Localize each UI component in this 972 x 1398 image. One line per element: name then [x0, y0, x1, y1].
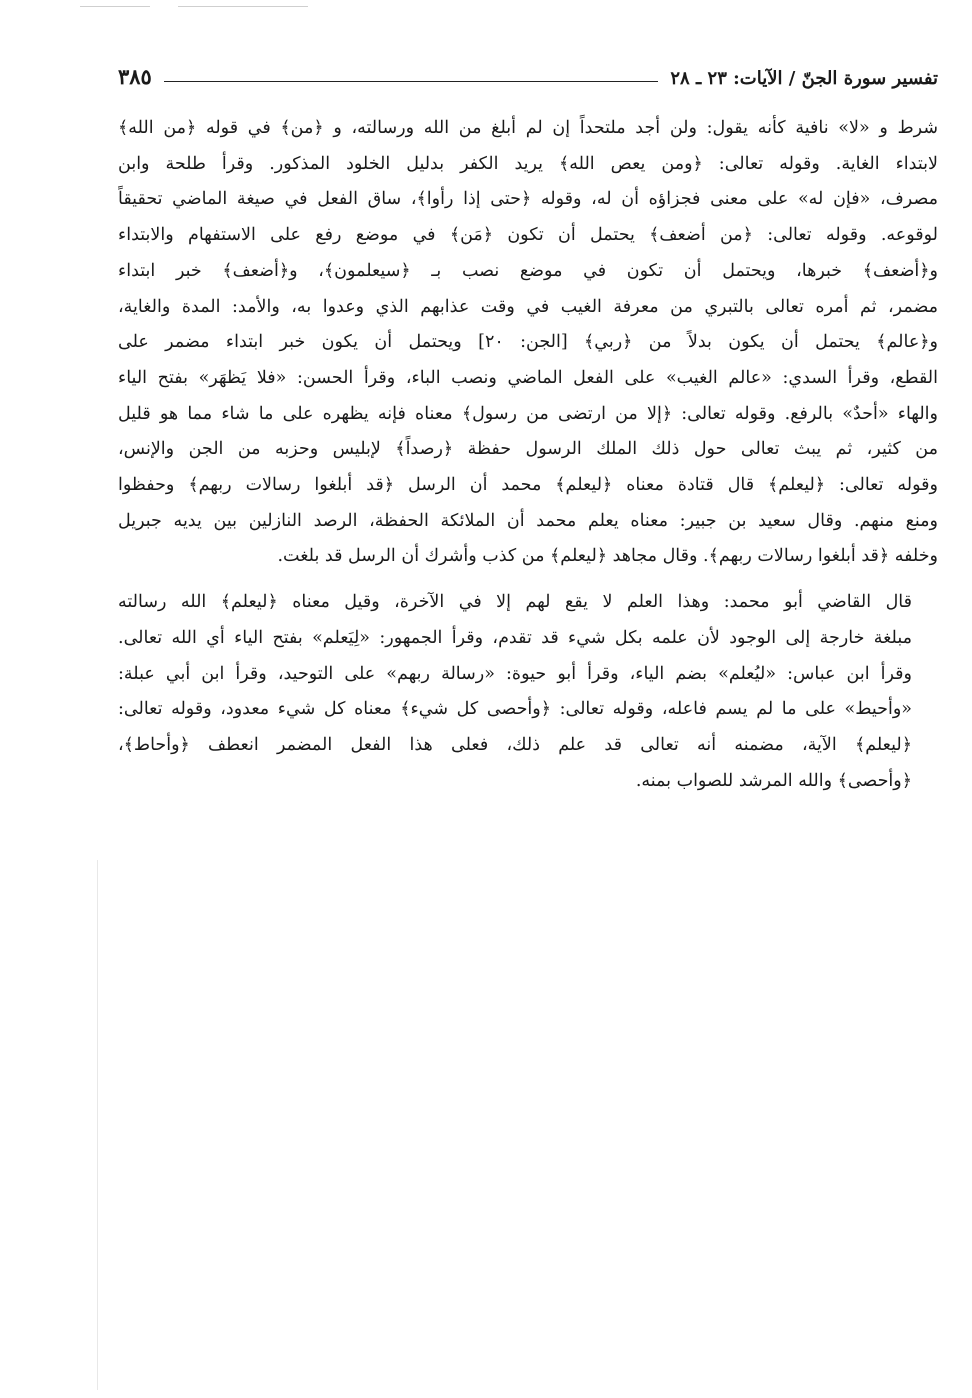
- running-header: [118, 55, 938, 89]
- paragraph-1: [118, 111, 938, 575]
- text-line: شرط و «لا» نافية كأنه يقول: ولن أجد ملتحداً إن لم أبلغ من الله ورسالته، و ﴿من﴾ في قوله ﴿من الله﴾: [118, 118, 938, 138]
- paragraph-2: [118, 585, 938, 799]
- text-line: «وأحيط» على ما لم يسم فاعله، وقوله تعالى: ﴿وأحصى كل شيء﴾ معناه كل شيء معدود، وقوله تعالى:: [118, 699, 912, 720]
- header-rule: [164, 81, 659, 82]
- page-number: ٣٨٥: [118, 64, 152, 89]
- scan-artifact-left-edge: [97, 860, 98, 1390]
- text-line: مصرف، «فإن له» على معنى فجزاؤه أن له، وقوله ﴿حتى إذا رأوا﴾، ساق الفعل في صيغة الماضي تحقيقاً: [118, 189, 938, 210]
- text-line: وقوله تعالى: ﴿ليعلم﴾ قال قتادة معناه ﴿ليعلم﴾ محمد أن الرسل ﴿قد أبلغوا رسالات ربهم﴾ وحفظوا: [118, 475, 938, 496]
- text-line: و﴿أضعف﴾ خبرها، ويحتمل أن تكون في موضع نصب بـ ﴿سيعلمون﴾، و﴿أضعف﴾ خبر ابتداء: [118, 260, 938, 281]
- text-line: مضمر، ثم أمره تعالى بالتبري من معرفة الغيب في وقت عذابهم الذي وعدوا به، والأمد: المدة والغاية،: [118, 296, 938, 317]
- main-text: [118, 111, 938, 799]
- text-line: و﴿عالم﴾ يحتمل أن يكون بدلاً من ﴿ربي﴾ [الجن: ٢٠] ويحتمل أن يكون خبر ابتداء مضمر على: [118, 332, 938, 353]
- text-line: من كثير، ثم يبث تعالى حول ذلك الملك الرسول حفظة ﴿رصداً﴾ لإبليس وحزبه من الجن والإنس،: [118, 439, 938, 460]
- scan-artifact-top-left: [80, 6, 150, 7]
- scan-artifact-top-center: [178, 6, 308, 7]
- text-line: وخلفه ﴿قد أبلغوا رسالات ربهم﴾. وقال مجاهد ﴿ليعلم﴾ من كذب وأشرك أن الرسل قد بلغت.: [277, 546, 938, 567]
- text-line: ﴿ليعلم﴾ الآية، مضمنه أنه تعالى قد علم ذلك، فعلى هذا الفعل المضمر انعطف ﴿وأحاط﴾،: [118, 734, 912, 755]
- text-line: لابتداء الغاية. وقوله تعالى: ﴿ومن يعص الله﴾ يريد الكفر بدليل الخلود المذكور. وقرأ طلحة وابن: [118, 153, 938, 174]
- text-line: ﴿وأحصى﴾ والله المرشد للصواب بمنه.: [635, 770, 912, 791]
- text-line: وقرأ ابن عباس: «ليُعلم» بضم الياء، وقرأ أبو حيوة: «رسالة ربهم» على التوحيد، وقرأ ابن أبي عبلة:: [118, 663, 912, 684]
- text-line: لوقوعه. وقوله تعالى: ﴿من أضعف﴾ يحتمل أن تكون ﴿مَن﴾ في موضع رفع على الاستفهام والابتداء: [118, 225, 938, 246]
- text-line: قال القاضي أبو محمد: وهذا العلم لا يقع لهم إلا في الآخرة، وقيل معناه ﴿ليعلم﴾ الله رسالته: [118, 592, 912, 613]
- text-line: مبلغة خارجة إلى الوجود لأن علمه بكل شيء قد تقدم، وقرأ الجمهور: «لِيَعلم» بفتح الياء أي الله تعالى.: [118, 627, 912, 648]
- page: [118, 55, 938, 799]
- running-title: تفسير سورة الجنّ / الآيات: ٢٣ ـ ٢٨: [670, 68, 938, 89]
- text-line: والهاء «أحدٌ» بالرفع. وقوله تعالى: ﴿إلا من ارتضى من رسول﴾ معناه فإنه يظهره على ما شاء مما هو قليل: [118, 403, 938, 424]
- text-line: ومنع منهم. وقال سعيد بن جبير: معناه يعلم محمد أن الملائكة الحفظة، الرصد النازلين بين يديه جبريل: [118, 510, 938, 531]
- text-line: القطع، وقرأ السدي: «عالم الغيب» على الفعل الماضي ونصب الباء، وقرأ الحسن: «فلا يَظهَر» بفتح الياء: [118, 367, 938, 388]
